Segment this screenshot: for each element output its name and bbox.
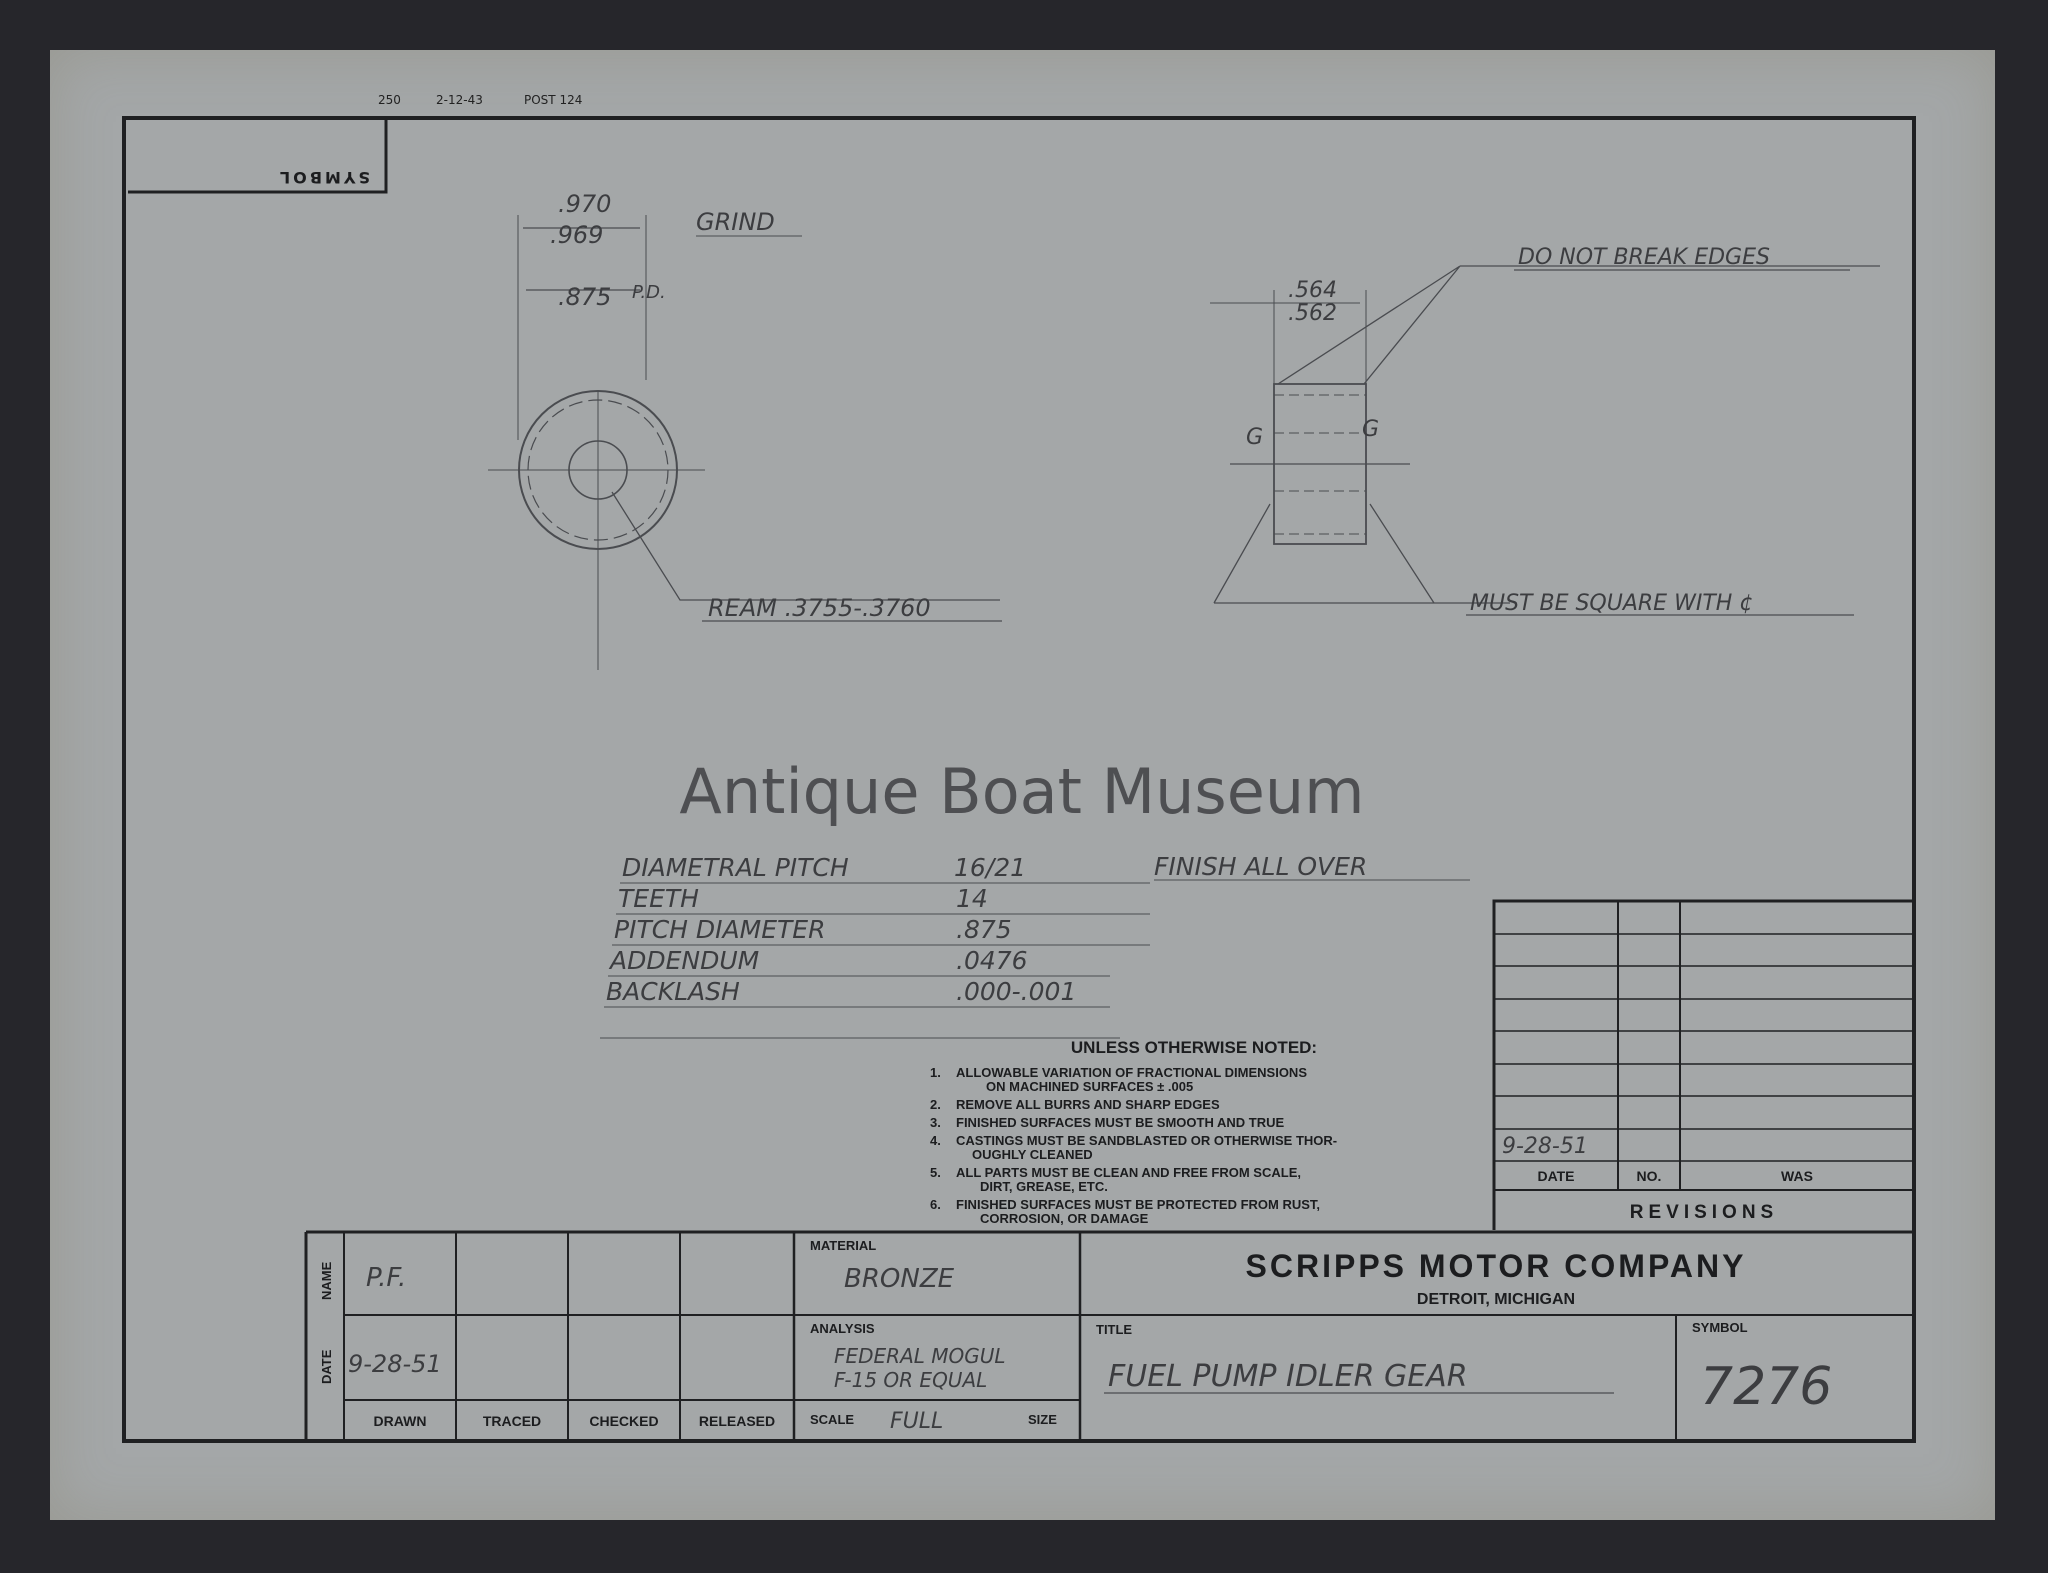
spec-value-backlash: .000-.001 (956, 977, 1077, 1006)
note-2-line-1: REMOVE ALL BURRS AND SHARP EDGES (956, 1097, 1220, 1112)
note-5-line-1: ALL PARTS MUST BE CLEAN AND FREE FROM SCALE, (956, 1165, 1301, 1180)
title-block (306, 1232, 1914, 1441)
material-label: MATERIAL (810, 1238, 877, 1253)
revision-date-entry: 9-28-51 (1502, 1134, 1588, 1159)
pd-label: P.D. (632, 282, 666, 303)
drawn-by-name: P.F. (366, 1263, 407, 1293)
note-3-line-1: FINISHED SURFACES MUST BE SMOOTH AND TRUE (956, 1115, 1285, 1130)
row-label-date: DATE (319, 1349, 334, 1384)
pitch-diameter-dim: .875 (558, 283, 612, 311)
ream-note: REAM .3755-.3760 (708, 594, 931, 622)
revisions-block (1494, 901, 1914, 1230)
note-6-line-2: CORROSION, OR DAMAGE (980, 1211, 1149, 1226)
spec-value-diametral-pitch: 16/21 (954, 853, 1027, 882)
od-bottom-dim: .969 (550, 221, 604, 249)
col-released: RELEASED (698, 1413, 776, 1429)
drawn-date: 9-28-51 (348, 1350, 442, 1378)
finish-note: FINISH ALL OVER (1154, 852, 1368, 881)
drawing-title: FUEL PUMP IDLER GEAR (1108, 1359, 1468, 1394)
spec-value-pitch-diameter: .875 (956, 915, 1012, 944)
scale-label: SCALE (810, 1412, 855, 1427)
engineering-drawing (50, 50, 1995, 1520)
note-4-line-1: CASTINGS MUST BE SANDBLASTED OR OTHERWISE THOR- (956, 1133, 1338, 1148)
header-code-3: POST 124 (524, 93, 583, 107)
symbol-label: SYMBOL (1692, 1320, 1748, 1335)
company-name: SCRIPPS MOTOR COMPANY (1245, 1248, 1747, 1284)
title-label: TITLE (1096, 1322, 1133, 1337)
note-5-num: 5. (930, 1165, 941, 1180)
drawing-symbol-number: 7276 (1700, 1357, 1833, 1417)
revision-col-date: DATE (1537, 1168, 1575, 1184)
front-view (488, 190, 1002, 670)
note-6-line-1: FINISHED SURFACES MUST BE PROTECTED FROM RUST, (956, 1197, 1321, 1212)
symbol-box-label: SYMBOL (276, 168, 370, 187)
note-4-num: 4. (930, 1133, 941, 1148)
side-view (1210, 245, 1880, 616)
col-checked: CHECKED (589, 1413, 659, 1429)
drawing-sheet (50, 50, 1995, 1520)
spec-label-teeth: TEETH (618, 884, 699, 913)
note-1-num: 1. (930, 1065, 941, 1080)
gear-spec-table (600, 852, 1470, 1038)
analysis-line-1: FEDERAL MOGUL (834, 1344, 1006, 1368)
spec-label-addendum: ADDENDUM (610, 946, 760, 975)
analysis-line-2: F-15 OR EQUAL (834, 1368, 988, 1392)
analysis-label: ANALYSIS (810, 1321, 875, 1336)
note-5-line-2: DIRT, GREASE, ETC. (980, 1179, 1108, 1194)
revisions-title: REVISIONS (1629, 1202, 1779, 1223)
spec-label-backlash: BACKLASH (606, 977, 740, 1006)
grind-mark-right: G (1362, 417, 1380, 442)
note-1-line-2: ON MACHINED SURFACES ± .005 (986, 1079, 1194, 1094)
width-bottom-dim: .562 (1288, 301, 1337, 326)
spec-label-diametral-pitch: DIAMETRAL PITCH (622, 853, 849, 882)
row-label-name: NAME (319, 1261, 334, 1300)
notes-heading: UNLESS OTHERWISE NOTED: (1070, 1038, 1318, 1057)
scale-value: FULL (890, 1409, 944, 1434)
note-4-line-2: OUGHLY CLEANED (972, 1147, 1093, 1162)
note-6-num: 6. (930, 1197, 941, 1212)
edges-note: DO NOT BREAK EDGES (1518, 245, 1770, 270)
od-top-dim: .970 (558, 190, 612, 218)
museum-watermark: Antique Boat Museum (679, 755, 1365, 828)
spec-value-teeth: 14 (956, 884, 988, 913)
note-1-line-1: ALLOWABLE VARIATION OF FRACTIONAL DIMENSIONS (956, 1065, 1307, 1080)
square-note: MUST BE SQUARE WITH ¢ (1470, 591, 1754, 616)
grind-mark-left: G (1246, 425, 1264, 450)
width-top-dim: .564 (1288, 278, 1337, 303)
size-label: SIZE (1028, 1412, 1057, 1427)
revision-col-no: NO. (1636, 1168, 1662, 1184)
header-code-2: 2-12-43 (436, 93, 483, 107)
note-3-num: 3. (930, 1115, 941, 1130)
col-traced: TRACED (482, 1413, 542, 1429)
spec-value-addendum: .0476 (956, 946, 1028, 975)
revision-col-was: WAS (1781, 1168, 1813, 1184)
material-value: BRONZE (844, 1264, 955, 1294)
header-code-1: 250 (378, 93, 401, 107)
spec-label-pitch-diameter: PITCH DIAMETER (614, 915, 826, 944)
company-location: DETROIT, MICHIGAN (1416, 1291, 1576, 1308)
general-notes (930, 1038, 1337, 1226)
grind-note: GRIND (696, 208, 775, 236)
col-drawn: DRAWN (373, 1413, 427, 1429)
note-2-num: 2. (930, 1097, 941, 1112)
